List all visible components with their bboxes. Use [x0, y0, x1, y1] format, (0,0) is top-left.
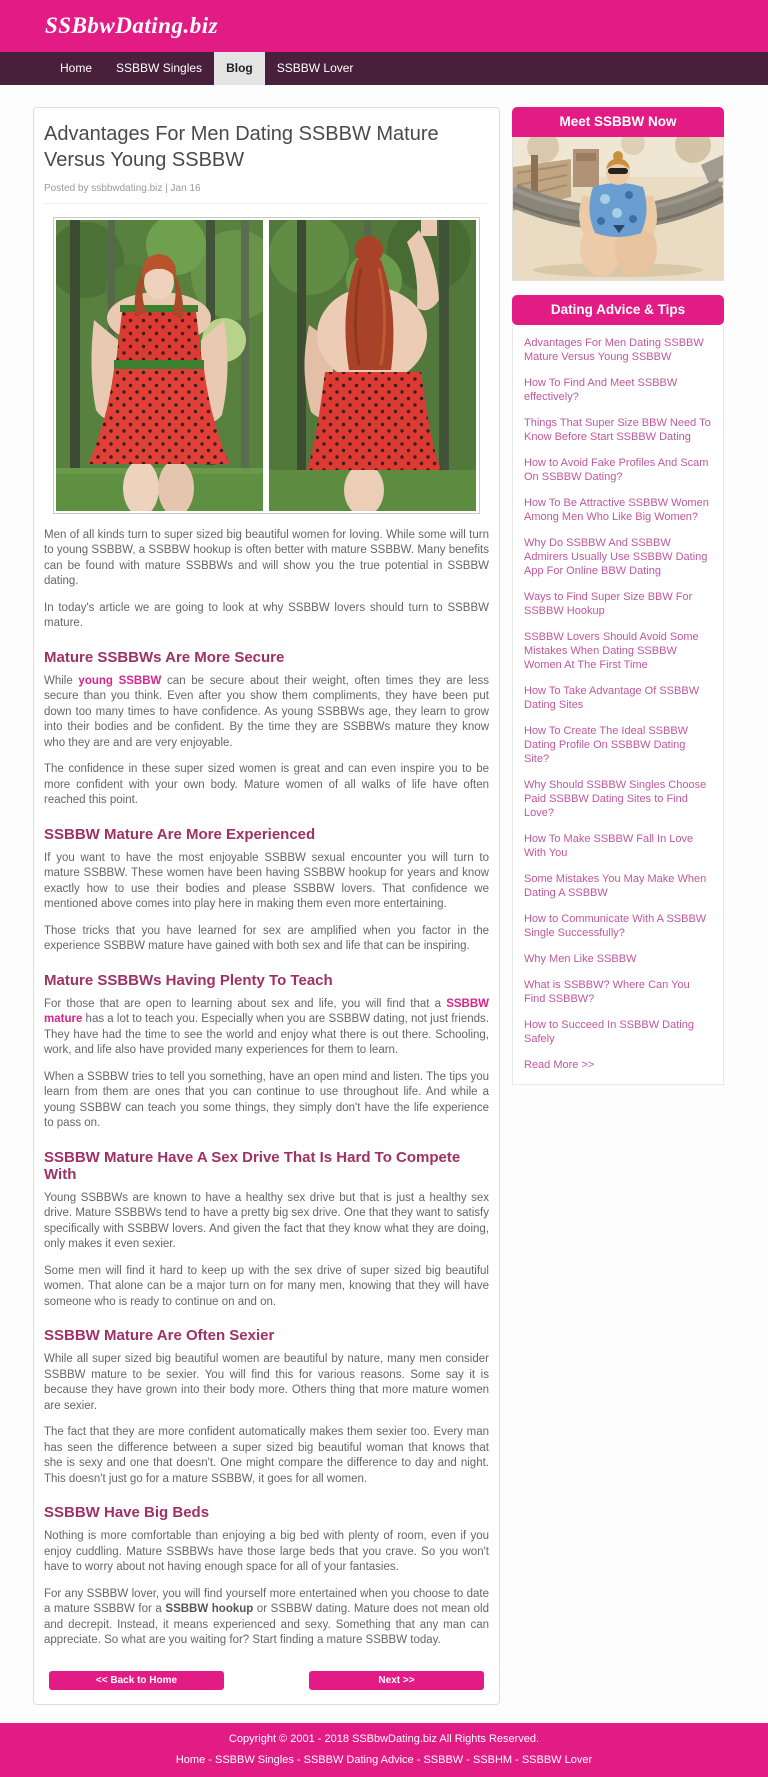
next-button[interactable]: Next >>	[309, 1671, 484, 1690]
article-paragraph	[44, 851, 489, 913]
advice-link[interactable]: How To Take Advantage Of SSBBW Dating Sites	[524, 685, 700, 711]
article-content	[44, 528, 489, 1649]
paragraph-text: Nothing is more comfortable than enjoying a big bed with plenty of room, even if you enjoy cuddling. Mature SSBBWs have those large beds that you crave. So you won't have to worry about not having enough space for all of your fantasies.	[44, 1530, 489, 1574]
paragraph-text: For those that are open to learning about sex and life, you will find that a	[44, 997, 447, 1010]
article-card	[33, 107, 500, 1705]
advice-link[interactable]: Read More >>	[524, 1059, 595, 1071]
article-photo-back	[269, 220, 476, 511]
section-heading: SSBBW Mature Are Often Sexier	[44, 1327, 275, 1345]
back-to-home-button[interactable]: << Back to Home	[49, 1671, 224, 1690]
advice-link[interactable]: How To Make SSBBW Fall In Love With You	[524, 833, 694, 859]
article-photo-front	[56, 220, 263, 511]
advice-link[interactable]: Ways to Find Super Size BBW For SSBBW Hookup	[524, 591, 693, 617]
paragraph-text: Those tricks that you have learned for sex are amplified when you factor in the experience SSBBW mature have gained with both sex and life that can be inspiring.	[44, 924, 489, 953]
article-paragraph	[44, 528, 489, 590]
article-paragraph	[44, 601, 489, 632]
meta-divider	[44, 203, 489, 204]
advice-link[interactable]: How to Avoid Fake Profiles And Scam On SSBBW Dating?	[524, 457, 709, 483]
advice-link[interactable]: Things That Super Size BBW Need To Know Before Start SSBBW Dating	[524, 417, 711, 443]
advice-link[interactable]: Why Men Like SSBBW	[524, 953, 637, 965]
article-paragraph	[44, 762, 489, 809]
article-photo	[53, 217, 480, 514]
section-heading: Mature SSBBWs Having Plenty To Teach	[44, 971, 333, 989]
page-title: Advantages For Men Dating SSBBW Mature Versus Young SSBBW	[44, 123, 439, 172]
paragraph-text: While all super sized big beautiful women are beautiful by nature, many men consider SSBBW mature to be sexier. You will find this for various reasons. Some say it is because they have grown into their body more. Others thing that more mature women are sexier.	[44, 1353, 489, 1412]
paragraph-text: Some men will find it hard to keep up with the sex drive of super sized big beautiful women. That alone can be a major turn on for many men, knowing that they will have someone who is ready to continue on and on.	[44, 1264, 489, 1308]
article-paragraph	[44, 1191, 489, 1253]
pagination-row	[44, 1671, 489, 1690]
copyright-text: Copyright © 2001 - 2018 SSBbwDating.biz All Rights Reserved.	[228, 1732, 540, 1745]
article-paragraph	[44, 997, 489, 1059]
paragraph-text: For any SSBBW lover, you will find yourself more entertained when you choose to date a mature SSBBW for a	[44, 1587, 489, 1616]
article-paragraph	[44, 1070, 489, 1132]
advice-link[interactable]: How to Succeed In SSBBW Dating Safely	[524, 1019, 694, 1045]
paragraph-text: or SSBBW dating. Mature does not mean old and decrepit. Instead, it means experienced and sexy. Something that any man can appreciate. So what are you waiting for? Start finding a mature SSBBW today.	[44, 1603, 489, 1647]
main-nav	[0, 52, 768, 85]
nav-item-blog[interactable]: Blog	[214, 52, 265, 85]
site-header	[0, 0, 768, 52]
article-paragraph	[44, 1529, 489, 1576]
meet-ssbbw-photo[interactable]	[513, 137, 723, 280]
section-heading: Mature SSBBWs Are More Secure	[44, 648, 285, 666]
site-footer	[0, 1723, 768, 1777]
paragraph-text: Young SSBBWs are known to have a healthy sex drive but that is just a healthy sex drive. Mature SSBBWs tend to have a pretty big sex drive. One that they want to satisfy specifically with SSBBW lovers. And given the fact that they know what they are doing, only makes it even sexier.	[44, 1191, 489, 1251]
advice-link[interactable]: Advantages For Men Dating SSBBW Mature Versus Young SSBBW	[524, 337, 704, 363]
paragraph-text: can be secure about their weight, often times they are less secure than you think. Even after you show them compliments, they have been put down too many times to have confidence. As young SSBBWs age, they learn to grow into their bodies and be confident. By the time they are SSBBWs mature they know who they are and are very enjoyable.	[44, 674, 489, 749]
section-heading: SSBBW Have Big Beds	[44, 1504, 210, 1522]
article-paragraph	[44, 1352, 489, 1414]
page-body	[33, 107, 726, 1705]
paragraph-text: has a lot to teach you. Especially when you are SSBBW dating, not just friends. They have had the time to see the world and enjoy what there is out there. Schooling, work, and life also have provided many experiences for them to learn.	[44, 1013, 489, 1057]
article-paragraph	[44, 1425, 489, 1487]
advice-link[interactable]: How To Create The Ideal SSBBW Dating Profile On SSBBW Dating Site?	[524, 725, 689, 765]
meet-ssbbw-banner[interactable]: Meet SSBBW Now	[512, 107, 724, 137]
advice-link[interactable]: Why Do SSBBW And SSBBW Admirers Usually Use SSBBW Dating App For Online BBW Dating	[524, 537, 708, 577]
article-paragraph	[44, 924, 489, 955]
site-logo[interactable]: SSBbwDating.biz	[45, 13, 219, 38]
nav-item-home[interactable]: Home	[60, 61, 93, 75]
advice-link[interactable]: SSBBW Lovers Should Avoid Some Mistakes When Dating SSBBW Women At The First Time	[524, 631, 699, 671]
paragraph-text: In today's article we are going to look at why SSBBW lovers should turn to SSBBW mature.	[44, 601, 489, 630]
advice-link[interactable]: Why Should SSBBW Singles Choose Paid SSBBW Dating Sites to Find Love?	[524, 779, 707, 819]
paragraph-text: Men of all kinds turn to super sized big beautiful women for loving. While some will turn to young SSBBW, a SSBBW hookup is often better with mature SSBBW. Many benefits can be found with mature SSBBWs and will show you the true potential in SSBBW dating.	[44, 528, 489, 588]
post-meta: Posted by ssbbwdating.biz | Jan 16	[44, 182, 201, 194]
advice-link[interactable]: How To Find And Meet SSBBW effectively?	[524, 377, 678, 403]
sidebar	[512, 107, 724, 1085]
article-paragraph	[44, 1264, 489, 1311]
paragraph-text: When a SSBBW tries to tell you something, have an open mind and listen. The tips you learn from them are ones that you can continue to use throughout life. And while a young SSBBW can teach you some things, they simply don't have the life experience to pass on.	[44, 1070, 489, 1130]
advice-link[interactable]: How to Communicate With A SSBBW Single Successfully?	[524, 913, 707, 939]
meet-photo-box	[512, 137, 724, 281]
paragraph-text: The fact that they are more confident automatically makes them sexier too. Every man has seen the difference between a super sized big beautiful woman that knows that she is sexy and one that doesn't. One might compare the difference to day and night. This doesn't just go for a mature SSBBW, it goes for all women.	[44, 1426, 489, 1485]
inline-link[interactable]: SSBBW mature	[44, 997, 489, 1026]
section-heading: SSBBW Mature Are More Experienced	[44, 825, 316, 843]
paragraph-text: The confidence in these super sized women is great and can even inspire you to be more confident with your own body. Mature women of all walks of life have often reached this point.	[44, 763, 489, 807]
advice-links-panel	[512, 325, 724, 1085]
section-heading: SSBBW Mature Have A Sex Drive That Is Hard To Compete With	[44, 1148, 461, 1183]
footer-links-text[interactable]: Home - SSBBW Singles - SSBBW Dating Advice - SSBBW - SSBHM - SSBBW Lover	[175, 1753, 593, 1766]
article-paragraph	[44, 1587, 489, 1649]
article-paragraph	[44, 674, 489, 752]
nav-item-ssbbw-lover[interactable]: SSBBW Lover	[276, 61, 354, 75]
inline-link[interactable]: young SSBBW	[78, 674, 162, 687]
paragraph-text: While	[44, 674, 79, 687]
advice-link[interactable]: How To Be Attractive SSBBW Women Among Men Who Like Big Women?	[524, 497, 709, 523]
advice-link[interactable]: Some Mistakes You May Make When Dating A SSBBW	[524, 873, 707, 899]
advice-link[interactable]: What is SSBBW? Where Can You Find SSBBW?	[524, 979, 690, 1005]
nav-item-ssbbw-singles[interactable]: SSBBW Singles	[116, 61, 203, 75]
bold-keyword: SSBBW hookup	[165, 1603, 254, 1616]
paragraph-text: If you want to have the most enjoyable SSBBW sexual encounter you will turn to mature SSBBW. These women have been having SSBBW hookup for years and know exactly how to use their bodies and please SSBBW lovers. That confidence we mentioned above comes into play here in making them even more entertaining.	[44, 851, 489, 911]
dating-advice-banner: Dating Advice & Tips	[512, 295, 724, 325]
